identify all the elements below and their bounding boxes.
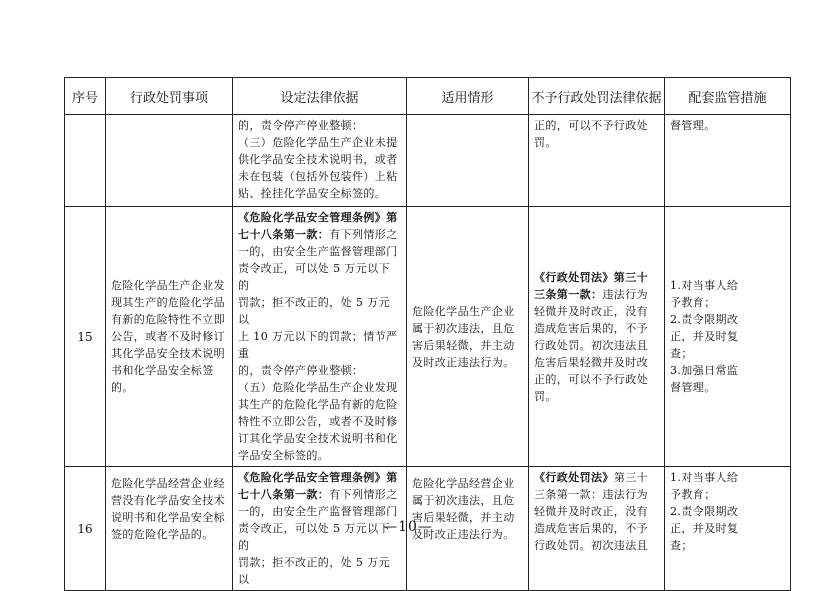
text-line: 1.对当事人给 xyxy=(670,471,739,484)
text-fragment: 违法行为 xyxy=(602,287,649,301)
text-line xyxy=(534,286,659,303)
cell-applicable-situation xyxy=(407,207,529,467)
text-line: 上 10 万元以下的罚款；情节严重 xyxy=(238,330,398,360)
cell-no-penalty-basis xyxy=(529,115,665,207)
header-no-penalty-basis: 不予行政处罚法律依据 xyxy=(529,78,665,115)
table-header-row xyxy=(65,78,791,115)
text-line: 1.对当事人给 xyxy=(670,279,739,292)
law-title: 《行政处罚法》第三十 xyxy=(534,270,648,284)
text-line: 造成危害后果的，不予 xyxy=(534,522,648,535)
header-applicable-situation: 适用情形 xyxy=(407,78,529,115)
cell-number xyxy=(65,115,106,207)
text-line xyxy=(238,486,401,503)
text-line: 予教育； xyxy=(670,296,716,309)
cell-supervision-measures xyxy=(665,115,791,207)
article-ref: 七十八条第一款： xyxy=(238,228,330,241)
header-supervision-measures: 配套监管措施 xyxy=(665,78,791,115)
text-fragment: 第三十 xyxy=(613,471,649,484)
cell-supervision-measures xyxy=(665,207,791,467)
text-line: 督管理。 xyxy=(670,119,716,132)
text-line: 供化学品安全技术说明书，或者 xyxy=(238,153,398,166)
cell-applicable-situation xyxy=(407,115,529,207)
text-line: 危险化学品生产企业发 xyxy=(111,279,225,292)
text-line: 3.加强日常监 xyxy=(670,364,739,377)
text-line: 及时改正违法行为。 xyxy=(412,528,515,541)
text-line: 签的危险化学品的。 xyxy=(111,528,214,541)
text-line: 学品安全标签的。 xyxy=(238,449,330,462)
text-line: 行政处罚。初次违法且 xyxy=(534,539,648,552)
table-row-15 xyxy=(65,207,791,467)
header-legal-basis: 设定法律依据 xyxy=(233,78,407,115)
cell-number: 15 xyxy=(65,207,106,467)
text-line: 正，并及时复 xyxy=(670,522,739,535)
law-title: 《危险化学品安全管理条例》第 xyxy=(238,211,398,224)
text-fragment: 有下列情形之 xyxy=(329,228,398,241)
text-line: （五）危险化学品生产企业发现 xyxy=(238,381,398,394)
article-ref: 七十八条第一款： xyxy=(238,488,330,501)
text-line: 查； xyxy=(670,539,693,552)
text-line: 属于初次违法，且危 xyxy=(412,321,515,335)
text-line: 的，责令停产停业整顿： xyxy=(238,364,364,377)
text-line: 危险化学品经营企业 xyxy=(412,477,515,490)
text-line: 一的，由安全生产监督管理部门 xyxy=(238,245,398,258)
law-title: 《危险化学品安全管理条例》第 xyxy=(238,471,398,484)
cell-penalty-matter xyxy=(106,207,233,467)
text-line: 的，责令停产停业整顿： xyxy=(238,119,364,132)
text-line: 现其生产的危险化学品 xyxy=(111,296,225,309)
text-line: 督管理。 xyxy=(670,381,716,394)
text-line: 营没有化学品安全技术 xyxy=(111,494,225,507)
text-line: 危险化学品生产企业 xyxy=(412,304,515,318)
article-ref: 三条第一款： xyxy=(534,287,603,301)
text-line: 正的，可以不予行政处 xyxy=(534,119,648,132)
text-line: 罚款；拒不改正的，处 5 万元以 xyxy=(238,556,390,586)
text-line: 轻微并及时改正，没有 xyxy=(534,505,648,518)
text-line: 的。 xyxy=(111,381,134,394)
text-fragment: 有下列情形之 xyxy=(329,488,398,501)
text-line: 属于初次违法，且危 xyxy=(412,494,515,507)
text-line: 危险化学品经营企业经 xyxy=(111,477,225,490)
cell-number: 16 xyxy=(65,467,106,591)
text-line: 罚。 xyxy=(534,136,557,149)
text-line: 正的，可以不予行政处 xyxy=(534,372,648,386)
text-line: 三条第一款：违法行为 xyxy=(534,488,648,501)
text-line: 造成危害后果的，不予 xyxy=(534,321,648,335)
text-line: 罚。 xyxy=(534,389,557,403)
regulation-table xyxy=(64,77,791,591)
table-row-continuation xyxy=(65,115,791,207)
text-line: 查； xyxy=(670,347,693,360)
text-line: （三）危险化学品生产企业未提 xyxy=(238,136,398,149)
text-line: 特性不立即公告，或者不及时修 xyxy=(238,415,398,428)
text-line: 危害后果轻微并及时改 xyxy=(534,355,648,369)
text-line: 责令改正，可以处 5 万元以下的 xyxy=(238,262,390,292)
text-line: 害后果轻微，并主动 xyxy=(412,511,515,524)
text-line: 害后果轻微，并主动 xyxy=(412,338,515,352)
header-number: 序号 xyxy=(65,78,106,115)
text-line: 贴、拴挂化学品安全标签的。 xyxy=(238,187,387,200)
text-line: 行政处罚。初次违法且 xyxy=(534,338,648,352)
text-line xyxy=(534,469,659,486)
text-line: 正，并及时复 xyxy=(670,330,739,343)
header-penalty-matter: 行政处罚事项 xyxy=(106,78,233,115)
text-line: 说明书和化学品安全标 xyxy=(111,511,225,524)
cell-no-penalty-basis xyxy=(529,207,665,467)
text-line: 其生产的危险化学品有新的危险 xyxy=(238,398,398,411)
text-line: 2.责令限期改 xyxy=(670,505,739,518)
text-line: 有新的危险特性不立即 xyxy=(111,313,225,326)
text-line: 2.责令限期改 xyxy=(670,313,739,326)
text-line: 一的，由安全生产监督管理部门 xyxy=(238,505,398,518)
text-line: 责令改正，可以处 5 万元以下的 xyxy=(238,522,390,552)
text-line: 订其化学品安全技术说明书和化 xyxy=(238,432,398,445)
cell-legal-basis xyxy=(233,115,407,207)
text-line: 予教育； xyxy=(670,488,716,501)
text-line: 罚款；拒不改正的，处 5 万元以 xyxy=(238,296,390,326)
text-line: 未在包装（包括外包装件）上粘 xyxy=(238,170,398,183)
text-line xyxy=(238,226,401,243)
cell-legal-basis xyxy=(233,207,407,467)
text-line: 及时改正违法行为。 xyxy=(412,355,515,369)
law-title: 《行政处罚法》 xyxy=(534,471,614,484)
cell-penalty-matter xyxy=(106,115,233,207)
text-line: 公告，或者不及时修订 xyxy=(111,330,225,343)
text-line: 轻微并及时改正，没有 xyxy=(534,304,648,318)
text-line: 书和化学品安全标签 xyxy=(111,364,214,377)
text-line: 其化学品安全技术说明 xyxy=(111,347,225,360)
page-number: —10— xyxy=(383,519,433,535)
